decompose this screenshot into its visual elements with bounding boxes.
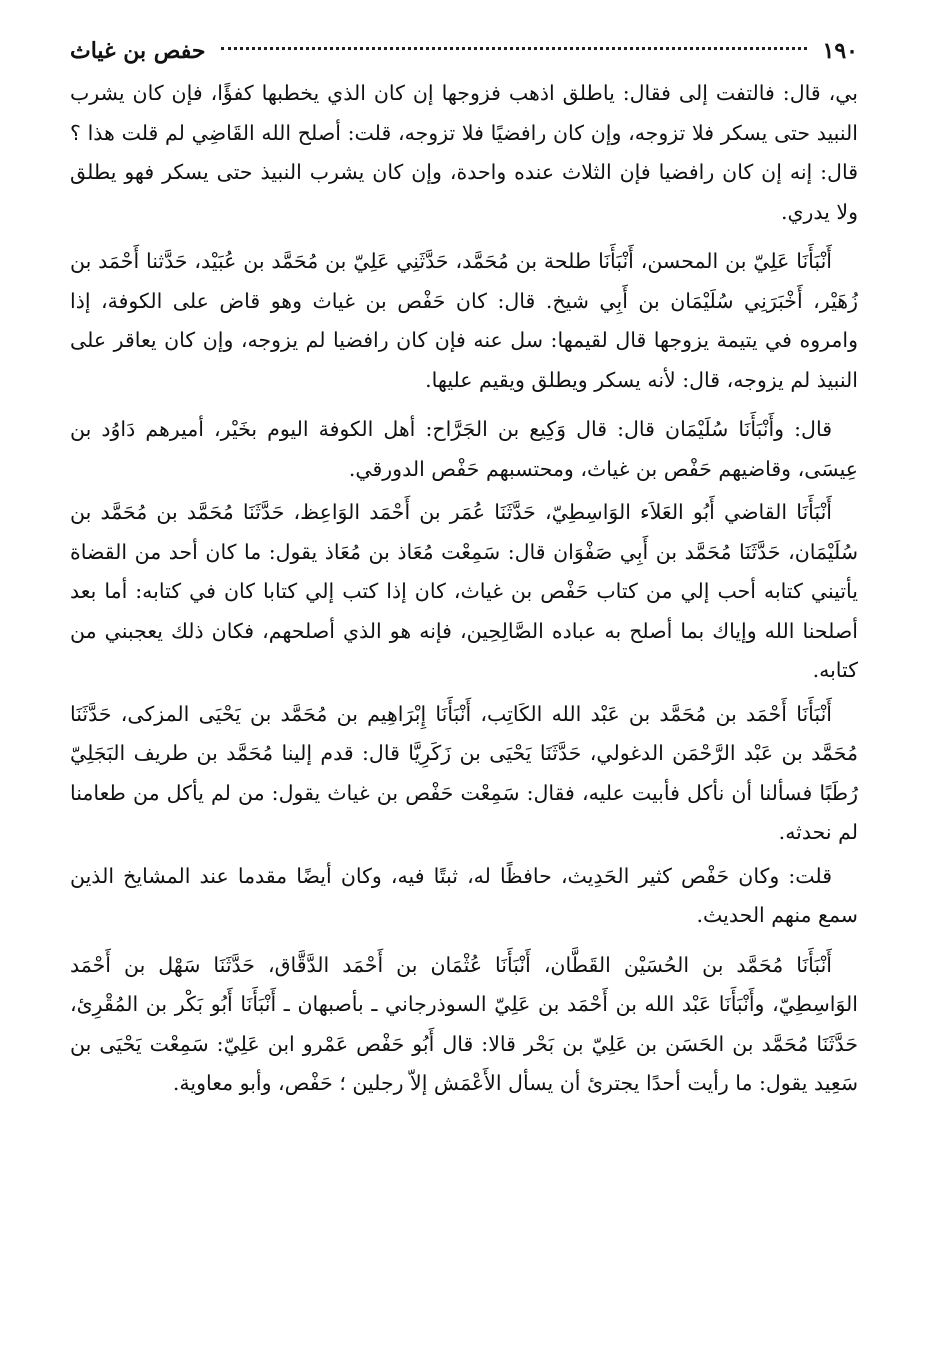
page-header: [70, 28, 858, 74]
paragraph-6: قلت: وكان حَفْص كثير الحَدِيث، حافظًا له، ثبتًا فيه، وكان أيضًا مقدما عند المشايخ الذين سمع منهم الحديث.: [70, 863, 858, 927]
paragraph-3: قال: وأَنْبَأَنَا سُلَيْمَان قال: قال وَكِيع بن الجَرَّاح: أهل الكوفة اليوم بخَيْر، أميرهم دَاوُد بن عِيسَى، وقاضيهم حَفْص بن غياث، ومحتسبهم حَفْص الدورقي.: [70, 417, 858, 481]
paragraph-2: أَنْبَأَنَا عَلِيّ بن المحسن، أَنْبَأَنَا طلحة بن مُحَمَّد، حَدَّثَنِي عَلِيّ بن مُحَمَّد بن عُبَيْد، حَدَّثنا أَحْمَد بن زُهَيْر، أَخْبَرَنِي سُلَيْمَان بن أَبِي شيخ. قال: كان حَفْص بن غياث وهو قاض على الكوفة، إذا وامروه في يتيمة يزوجها قال لقيمها: سل عنه فإن كان رافضيا لم يزوجه، وإن كان يعاقر على النبيذ لم يزوجه، قال: لأنه يسكر ويطلق ويقيم عليها.: [70, 249, 858, 392]
paragraph-5: أَنْبَأَنَا أَحْمَد بن مُحَمَّد بن عَبْد الله الكَاتِب، أَنْبَأَنَا إِبْرَاهِيم بن مُحَمَّد بن يَحْيَى المزكى، حَدَّثَنَا مُحَمَّد بن عَبْد الرَّحْمَن الدغولي، حَدَّثَنَا يَحْيَى بن زَكَرِيَّا قال: قدم إلينا مُحَمَّد بن طريف البَجَلِيّ رُطَبًا فسألنا أن نأكل فأبيت عليه، فقال: سَمِعْت حَفْص بن غياث يقول: من لم يأكل من طعامنا لم نحدثه.: [70, 701, 858, 844]
paragraph-1: بي، قال: فالتفت إلى فقال: ياطلق اذهب فزوجها إن كان الذي يخطبها كفؤًا، فإن كان يشرب النبيد حتى يسكر فلا تزوجه، وإن كان رافضيًا فلا تزوجه، قلت: أصلح الله القَاضِي لم قلت هذا ؟ قال: إنه إن كان رافضيا فإن الثلاث عنده واحدة، وإن كان يشرب النبيذ حتى يسكر فهو يطلق ولا يدري.: [70, 81, 858, 224]
header-dotted-leader: [221, 47, 806, 50]
book-page: [70, 28, 858, 1104]
page-number: ١٩٠: [822, 38, 858, 64]
running-title: حفص بن غياث: [70, 38, 206, 64]
paragraph-4: أَنْبَأَنَا القاضي أَبُو العَلاَء الوَاسِطِيّ، حَدَّثَنَا عُمَر بن أَحْمَد الوَاعِظ، حَدَّثَنَا مُحَمَّد بن مُحَمَّد بن سُلَيْمَان، حَدَّثَنَا مُحَمَّد بن أَبِي صَفْوَان قال: سَمِعْت مُعَاذ بن مُعَاذ يقول: ما كان أحد من القضاة يأتيني كتابه أحب إلي من كتاب حَفْص بن غياث، كان إذا كتب إلي كتابا كان في كتابه: أما بعد أصلحنا الله وإياك بما أصلح به عباده الصَّالِحِين، فإنه هو الذي أصلحهم، فكان ذلك يعجبني من كتابه.: [70, 500, 858, 682]
paragraph-7: أَنْبَأَنَا مُحَمَّد بن الحُسَيْن القَطَّان، أَنْبَأَنَا عُثْمَان بن أَحْمَد الدَّقَّاق، حَدَّثَنَا سَهْل بن أَحْمَد الوَاسِطِيّ، وأَنْبَأَنَا عَبْد الله بن أَحْمَد بن عَلِيّ السوذرجاني ـ بأصبهان ـ أَنْبَأَنَا أَبُو بَكْر بن المُقْرِئ، حَدَّثَنَا مُحَمَّد بن الحَسَن بن عَلِيّ بن بَحْر قالا: قال أَبُو حَفْص عَمْرو ابن عَلِيّ: سَمِعْت يَحْيَى بن سَعِيد يقول: ما رأيت أحدًا يجترئ أن يسأل الأَعْمَش إلاّ رجلين ؛ حَفْص، وأبو معاوية.: [70, 952, 858, 1095]
